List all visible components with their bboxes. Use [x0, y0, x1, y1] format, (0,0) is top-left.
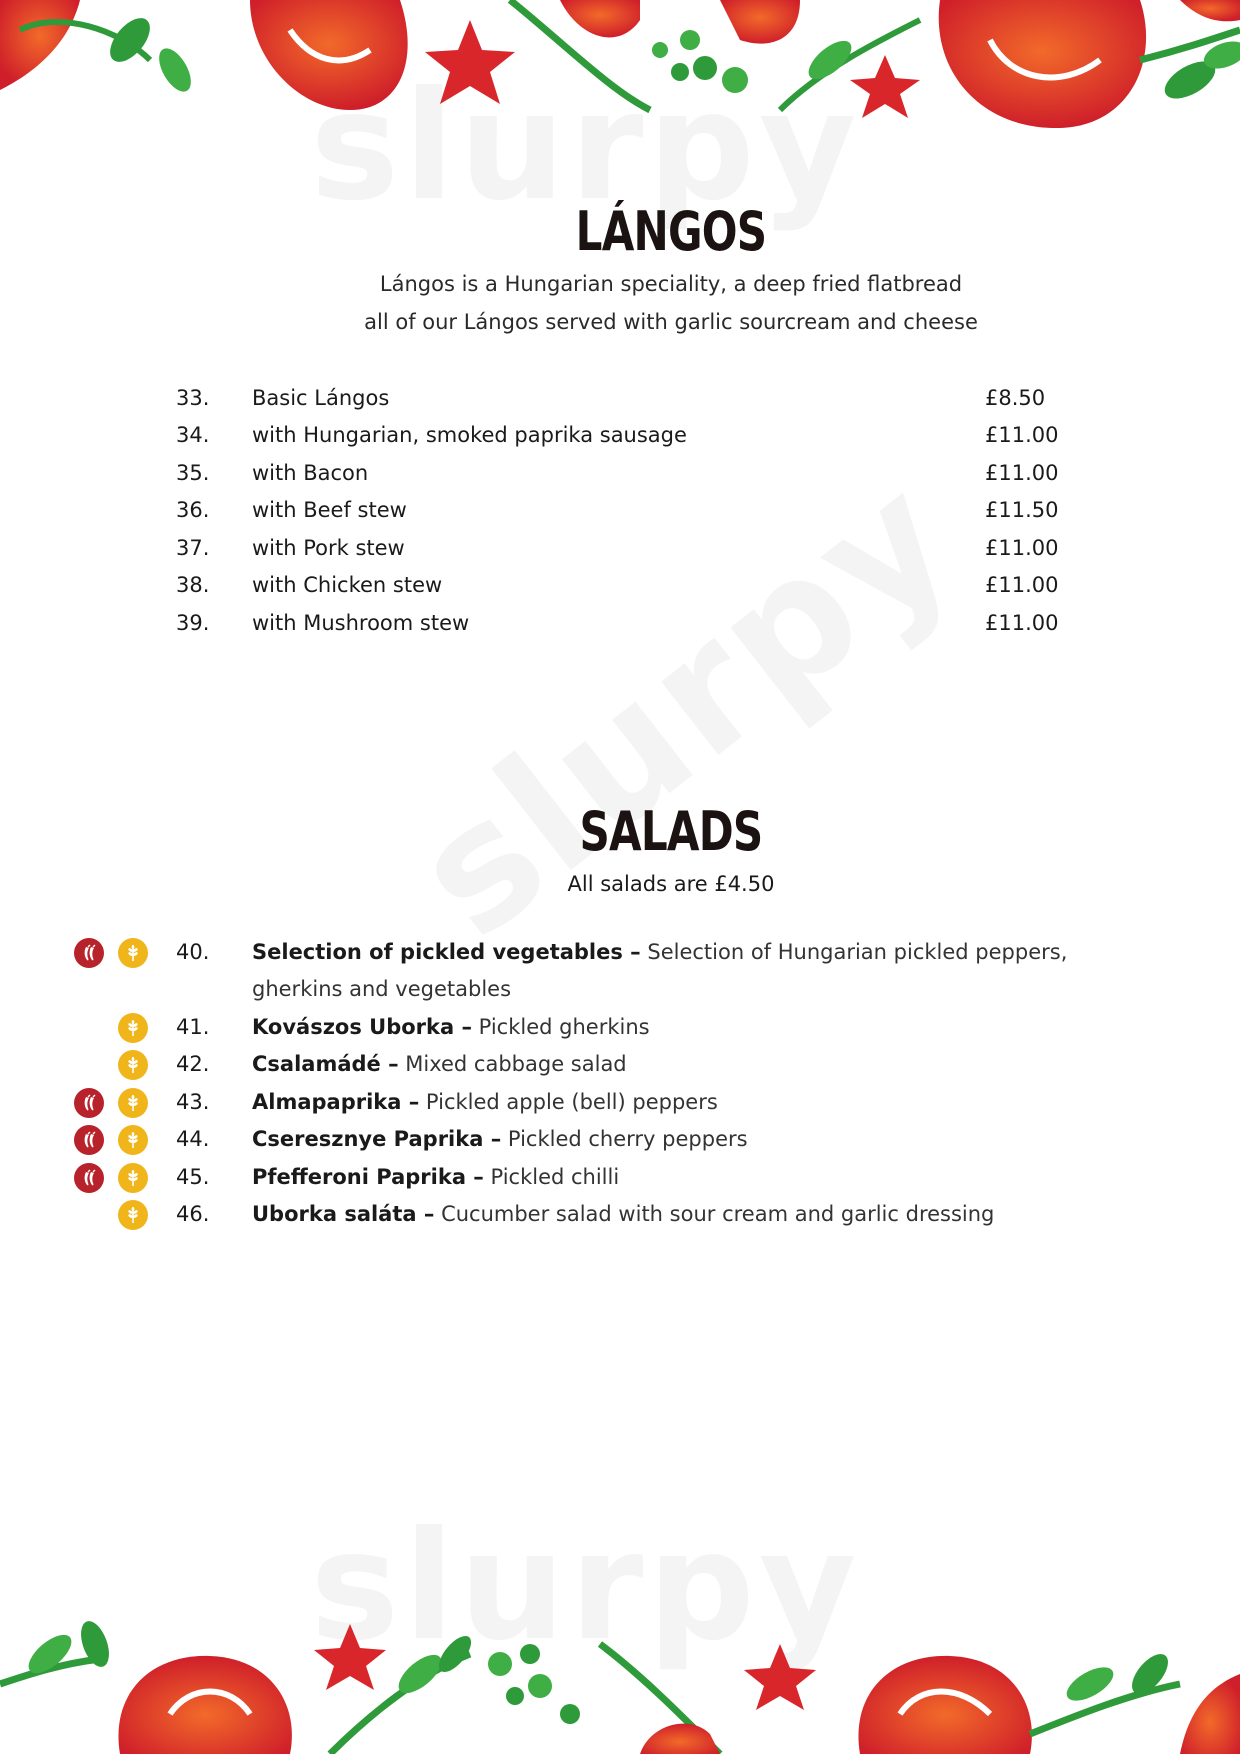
item-price: £11.00 — [985, 611, 1059, 635]
item-name: Almapaprika – — [252, 1090, 420, 1114]
item-description-continued: gherkins and vegetables — [252, 977, 512, 1001]
wheat-icon — [118, 938, 148, 968]
item-name: Selection of pickled vegetables – — [252, 940, 641, 964]
item-name: Cseresznye Paprika – — [252, 1127, 502, 1151]
chilli-icon — [74, 1088, 104, 1118]
item-price: £8.50 — [985, 386, 1046, 410]
menu-item — [0, 1202, 1240, 1238]
menu-item — [0, 386, 1240, 422]
item-number: 34. — [176, 423, 210, 447]
item-name: Pfefferoni Paprika – — [252, 1165, 484, 1189]
item-description: Pickled chilli — [483, 1165, 620, 1189]
chilli-icon — [74, 938, 104, 968]
item-name: with Hungarian, smoked paprika sausage — [252, 423, 687, 447]
item-name: with Bacon — [252, 461, 369, 485]
salads-price-note: All salads are £4.50 — [567, 872, 775, 896]
item-number: 39. — [176, 611, 210, 635]
menu-item — [0, 611, 1240, 647]
item-price: £11.00 — [985, 461, 1059, 485]
item-description: Mixed cabbage salad — [398, 1052, 627, 1076]
item-number: 45. — [176, 1165, 210, 1189]
wheat-icon — [118, 1163, 148, 1193]
menu-item-continuation — [0, 977, 1240, 1013]
item-number: 33. — [176, 386, 210, 410]
menu-item — [0, 940, 1240, 976]
item-description: Cucumber salad with sour cream and garlic dressing — [434, 1202, 995, 1226]
menu-item — [0, 1127, 1240, 1163]
item-number: 44. — [176, 1127, 210, 1151]
item-name: with Beef stew — [252, 498, 407, 522]
wheat-icon — [118, 1013, 148, 1043]
item-number: 42. — [176, 1052, 210, 1076]
item-number: 41. — [176, 1015, 210, 1039]
langos-intro-line1: Lángos is a Hungarian speciality, a deep fried flatbread — [379, 272, 963, 296]
item-name: Basic Lángos — [252, 386, 390, 410]
menu-item — [0, 461, 1240, 497]
section-title-salads: SALADS — [579, 800, 763, 863]
item-description: Pickled gherkins — [471, 1015, 650, 1039]
item-price: £11.00 — [985, 573, 1059, 597]
menu-item — [0, 1052, 1240, 1088]
item-name: Uborka saláta – — [252, 1202, 435, 1226]
chilli-icon — [74, 1125, 104, 1155]
menu-item — [0, 573, 1240, 609]
menu-item — [0, 1015, 1240, 1051]
item-description: Pickled cherry peppers — [501, 1127, 748, 1151]
menu-item — [0, 536, 1240, 572]
item-number: 40. — [176, 940, 210, 964]
item-number: 35. — [176, 461, 210, 485]
item-price: £11.00 — [985, 536, 1059, 560]
section-title-langos: LÁNGOS — [575, 200, 767, 263]
wheat-icon — [118, 1088, 148, 1118]
item-description: Selection of Hungarian pickled peppers, — [640, 940, 1068, 964]
item-name: with Mushroom stew — [252, 611, 470, 635]
item-name: with Pork stew — [252, 536, 405, 560]
item-price: £11.50 — [985, 498, 1059, 522]
menu-item — [0, 498, 1240, 534]
item-name: with Chicken stew — [252, 573, 443, 597]
menu-item — [0, 1090, 1240, 1126]
chilli-icon — [74, 1163, 104, 1193]
item-number: 38. — [176, 573, 210, 597]
wheat-icon — [118, 1050, 148, 1080]
item-number: 37. — [176, 536, 210, 560]
item-price: £11.00 — [985, 423, 1059, 447]
langos-intro-line2: all of our Lángos served with garlic sourcream and cheese — [364, 310, 978, 334]
item-name: Kovászos Uborka – — [252, 1015, 472, 1039]
item-number: 46. — [176, 1202, 210, 1226]
floral-border-bottom — [0, 1614, 1240, 1754]
wheat-icon — [118, 1125, 148, 1155]
item-name: Csalamádé – — [252, 1052, 399, 1076]
menu-item — [0, 423, 1240, 459]
item-description: Pickled apple (bell) peppers — [419, 1090, 718, 1114]
item-number: 43. — [176, 1090, 210, 1114]
item-number: 36. — [176, 498, 210, 522]
menu-item — [0, 1165, 1240, 1201]
wheat-icon — [118, 1200, 148, 1230]
